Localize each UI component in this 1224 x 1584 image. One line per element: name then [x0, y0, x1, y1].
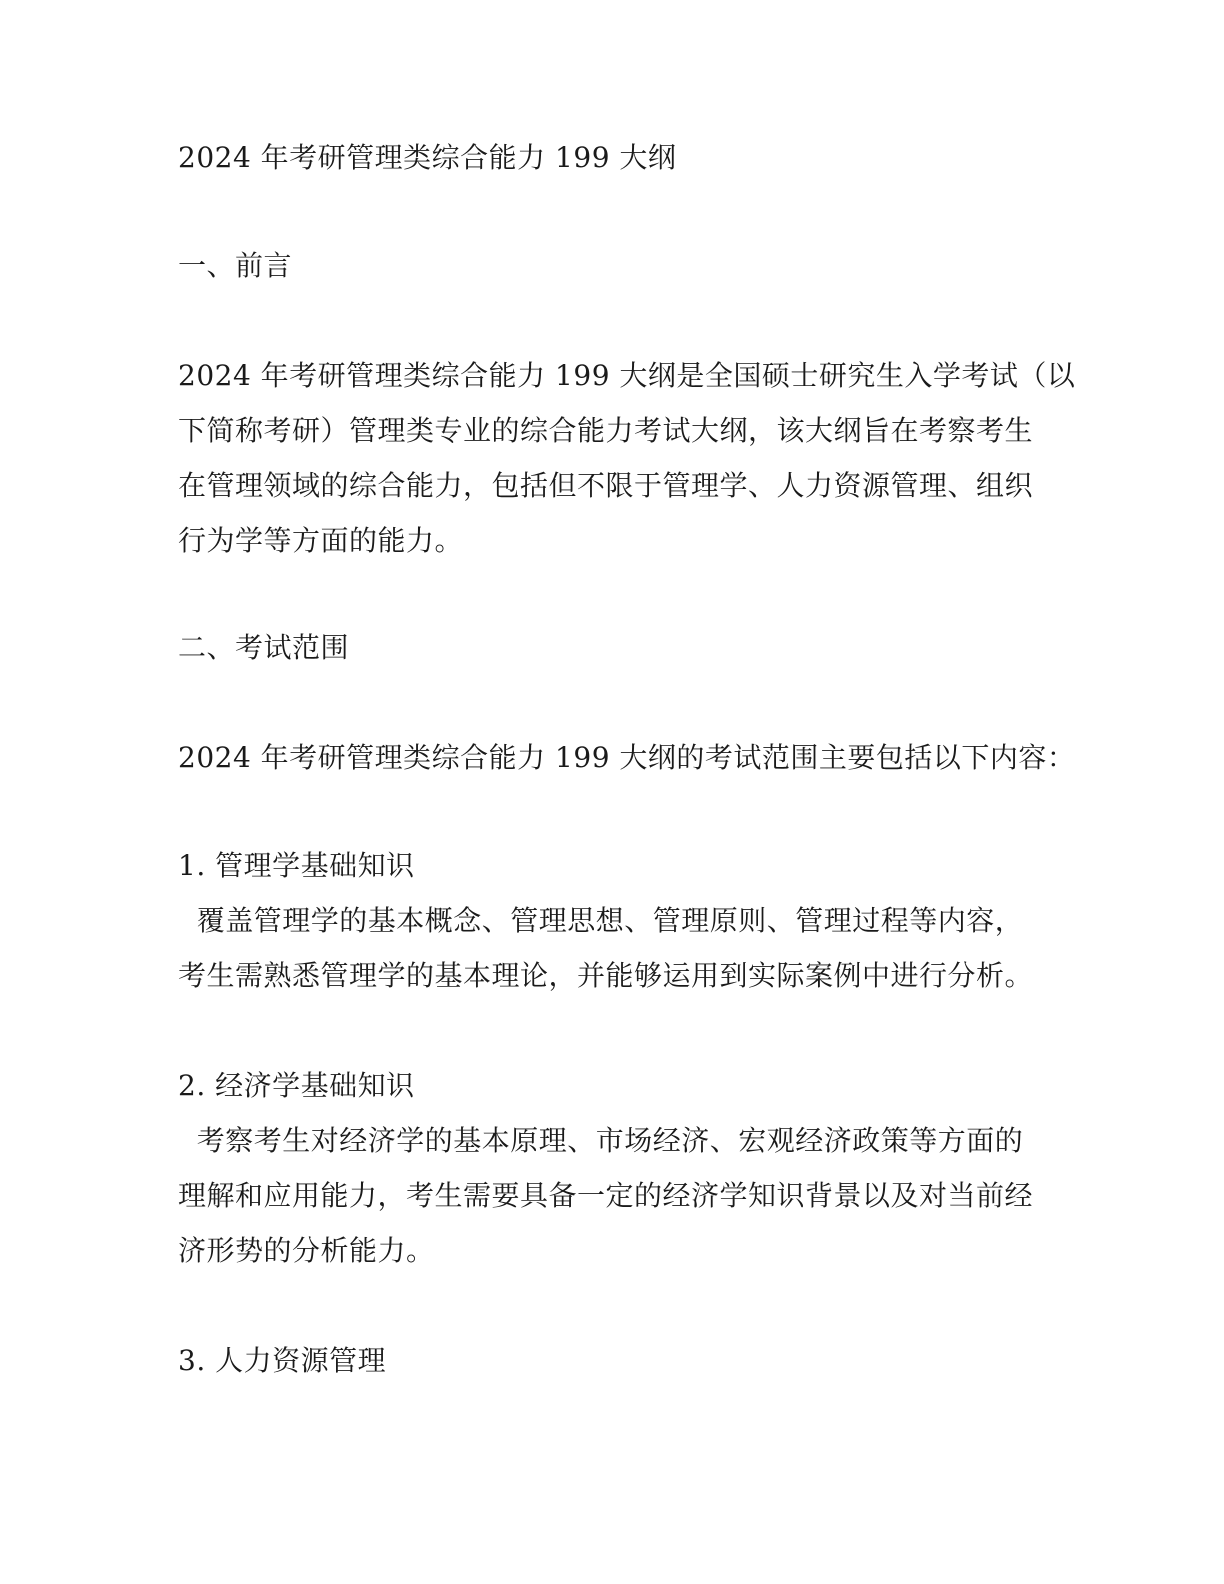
- paragraph-line: 行为学等方面的能力。: [178, 524, 464, 557]
- item-line: 济形势的分析能力。: [178, 1234, 435, 1267]
- document-title: 2024 年考研管理类综合能力 199 大纲: [178, 141, 677, 174]
- section-heading-preface: 一、前言: [178, 249, 293, 282]
- item-line: 考察考生对经济学的基本原理、市场经济、宏观经济政策等方面的: [178, 1124, 1024, 1157]
- item-title: 3. 人力资源管理: [178, 1344, 387, 1377]
- item-line: 覆盖管理学的基本概念、管理思想、管理原则、管理过程等内容，: [178, 904, 1024, 937]
- paragraph-line: 2024 年考研管理类综合能力 199 大纲是全国硕士研究生入学考试（以: [178, 359, 1076, 392]
- item-title: 2. 经济学基础知识: [178, 1069, 415, 1102]
- paragraph-line: 下简称考研）管理类专业的综合能力考试大纲，该大纲旨在考察考生: [178, 414, 1034, 447]
- scope-intro: 2024 年考研管理类综合能力 199 大纲的考试范围主要包括以下内容：: [178, 741, 1076, 774]
- item-line: 理解和应用能力，考生需要具备一定的经济学知识背景以及对当前经: [178, 1179, 1034, 1212]
- section-heading-exam-scope: 二、考试范围: [178, 631, 350, 664]
- item-title: 1. 管理学基础知识: [178, 849, 415, 882]
- item-line: 考生需熟悉管理学的基本理论，并能够运用到实际案例中进行分析。: [178, 959, 1034, 992]
- paragraph-line: 在管理领域的综合能力，包括但不限于管理学、人力资源管理、组织: [178, 469, 1034, 502]
